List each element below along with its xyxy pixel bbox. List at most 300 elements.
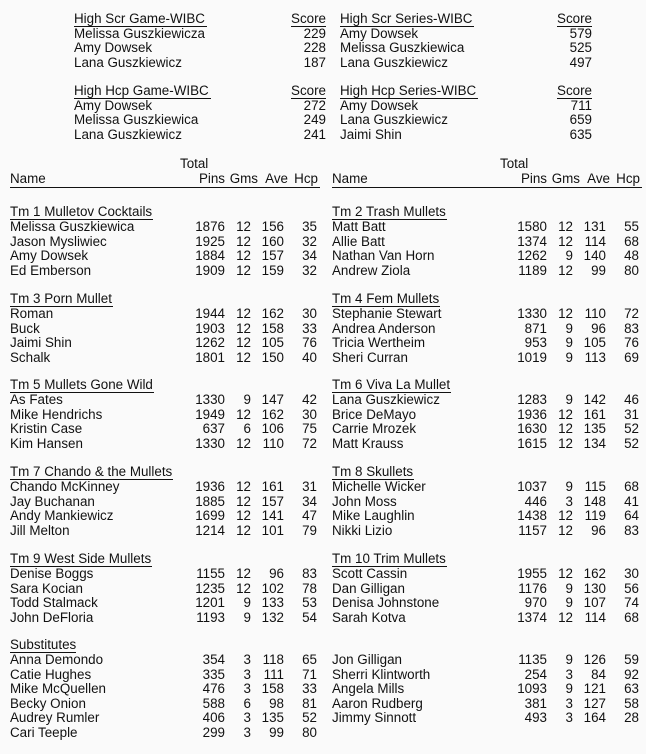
average: 162	[261, 406, 284, 422]
bowler-row	[10, 524, 320, 539]
games: 3	[565, 710, 573, 725]
bowler-name: Andrea Anderson	[332, 320, 436, 336]
total-pins: 335	[202, 666, 225, 682]
bowler-name: Lana Guszkiewicz	[332, 392, 440, 407]
handicap: 40	[302, 349, 317, 365]
bowler-row	[10, 596, 320, 611]
bowler-name: Amy Dowsek	[340, 98, 419, 113]
team-title: Tm 2 Trash Mullets	[332, 204, 446, 219]
total-pins: 1884	[195, 248, 225, 263]
games: 12	[558, 421, 573, 436]
games: 3	[565, 666, 573, 682]
bowler-name: Denise Boggs	[10, 566, 94, 581]
team-block-7	[10, 465, 320, 538]
team-block-1	[10, 205, 320, 278]
score-value: 525	[569, 40, 592, 56]
average: 110	[262, 435, 284, 451]
bowler-name: Ed Emberson	[10, 262, 92, 278]
score-value: 241	[303, 126, 326, 142]
average: 118	[262, 652, 284, 667]
bowler-row	[10, 567, 320, 582]
bowler-name: Dan Gilligan	[332, 580, 405, 596]
handicap: 64	[624, 508, 639, 523]
average: 96	[591, 320, 606, 336]
total-pins: 354	[202, 652, 225, 667]
handicap: 52	[624, 421, 639, 436]
bowler-name: Lana Guszkiewicz	[340, 54, 448, 70]
handicap: 35	[302, 219, 317, 234]
score-value: 497	[569, 54, 592, 70]
total-pins: 1580	[517, 219, 547, 234]
bowler-row	[10, 422, 320, 437]
games: 12	[236, 479, 251, 494]
bowler-name: Amy Dowsek	[74, 40, 153, 56]
bowler-name: Angela Mills	[332, 681, 405, 696]
bowler-name: Kristin Case	[10, 421, 83, 436]
substitutes-right	[332, 653, 642, 726]
average: 84	[591, 666, 606, 682]
average: 96	[269, 566, 284, 581]
team-block-6	[332, 378, 642, 451]
team-title: Tm 9 West Side Mullets	[10, 551, 152, 566]
handicap: 79	[302, 522, 317, 538]
column-header-right	[332, 157, 642, 188]
games: 12	[558, 435, 573, 451]
bowler-row	[332, 682, 642, 697]
bowler-name: Roman	[10, 306, 54, 321]
bowler-row	[332, 697, 642, 712]
average: 161	[583, 406, 606, 422]
total-pins: 1262	[517, 248, 547, 263]
average: 131	[583, 219, 606, 234]
total-pins: 1438	[517, 508, 547, 523]
high-list-hcp-game	[74, 84, 326, 142]
bowler-name: Stephanie Stewart	[332, 306, 442, 321]
handicap: 52	[624, 435, 639, 451]
total-pins: 637	[202, 421, 225, 436]
games: 12	[236, 219, 251, 234]
games: 3	[243, 681, 251, 696]
games: 9	[565, 335, 573, 350]
bowler-row	[10, 668, 320, 683]
handicap: 47	[302, 508, 317, 523]
bowler-name: Melissa Guszkiewica	[340, 40, 465, 56]
games: 9	[565, 580, 573, 596]
total-pins: 1374	[517, 609, 547, 625]
handicap: 92	[624, 666, 639, 682]
bowler-row	[332, 668, 642, 683]
team-title: Tm 3 Porn Mullet	[10, 291, 112, 306]
average: 162	[261, 306, 284, 321]
average: 110	[584, 306, 606, 321]
games: 6	[243, 695, 251, 711]
bowler-row	[10, 509, 320, 524]
high-list-title: High Hcp Game-WIBC	[74, 83, 209, 98]
games: 12	[236, 566, 251, 581]
bowler-name: Mike McQuellen	[10, 681, 106, 696]
bowler-name: Lana Guszkiewicz	[74, 126, 182, 142]
bowler-name: As Fates	[10, 392, 63, 407]
handicap: 42	[302, 392, 317, 407]
games: 12	[236, 306, 251, 321]
handicap: 30	[302, 406, 317, 422]
handicap: 34	[302, 248, 317, 263]
bowler-name: Denisa Johnstone	[332, 595, 440, 610]
col-name: Name	[10, 171, 46, 186]
bowler-row	[10, 726, 320, 741]
high-list-row	[340, 113, 592, 127]
high-list-row	[340, 56, 592, 70]
games: 9	[565, 652, 573, 667]
bowler-name: Andrew Ziola	[332, 262, 411, 278]
column-header-left	[10, 157, 320, 188]
average: 158	[261, 681, 284, 696]
high-list-row	[74, 41, 326, 55]
handicap: 30	[624, 566, 639, 581]
team-title: Tm 7 Chando & the Mullets	[10, 464, 173, 479]
games: 6	[243, 421, 251, 436]
games: 12	[236, 320, 251, 336]
handicap: 33	[302, 681, 317, 696]
games: 12	[558, 508, 573, 523]
average: 115	[584, 479, 606, 494]
bowler-name: Becky Onion	[10, 695, 86, 711]
bowler-row	[10, 682, 320, 697]
bowler-row	[332, 611, 642, 626]
total-pins: 1330	[195, 392, 225, 407]
average: 114	[584, 609, 606, 625]
bowler-name: Allie Batt	[332, 233, 385, 249]
average: 113	[584, 349, 606, 365]
bowler-row	[10, 322, 320, 337]
handicap: 69	[624, 349, 639, 365]
total-pins: 1949	[195, 406, 225, 422]
handicap: 63	[624, 681, 639, 696]
games: 12	[236, 522, 251, 538]
high-list-scr-series	[340, 12, 592, 70]
bowler-name: Matt Krauss	[332, 435, 404, 451]
bowler-name: Jon Gilligan	[332, 652, 402, 667]
handicap: 72	[302, 435, 317, 451]
bowler-name: Jason Mysliwiec	[10, 233, 107, 249]
bowler-name: Lana Guszkiewicz	[74, 54, 182, 70]
total-pins: 406	[202, 710, 225, 725]
handicap: 58	[624, 695, 639, 711]
bowler-row	[10, 336, 320, 351]
bowler-name: Nathan Van Horn	[332, 248, 435, 263]
games: 9	[565, 595, 573, 610]
total-pins: 1283	[517, 392, 547, 407]
bowler-name: Amy Dowsek	[340, 26, 419, 41]
total-pins: 970	[524, 595, 547, 610]
total-pins: 1330	[195, 435, 225, 451]
handicap: 76	[624, 335, 639, 350]
handicap: 78	[302, 580, 317, 596]
col-pins: Pins	[520, 171, 547, 186]
total-pins: 254	[524, 666, 547, 682]
handicap: 52	[302, 710, 317, 725]
bowler-row	[332, 495, 642, 510]
games: 12	[236, 580, 251, 596]
bowler-name: Mike Laughlin	[332, 508, 415, 523]
bowler-row	[10, 220, 320, 235]
handicap: 32	[302, 233, 317, 249]
average: 127	[583, 695, 606, 711]
bowler-row	[10, 351, 320, 366]
handicap: 56	[624, 580, 639, 596]
handicap: 76	[302, 335, 317, 350]
bowler-name: Audrey Rumler	[10, 710, 100, 725]
bowler-row	[332, 264, 642, 279]
average: 141	[261, 508, 284, 523]
average: 159	[261, 262, 284, 278]
handicap: 33	[302, 320, 317, 336]
col-pins: Pins	[198, 171, 225, 186]
total-pins: 1630	[517, 421, 547, 436]
col-hcp: Hcp	[616, 171, 640, 186]
handicap: 68	[624, 609, 639, 625]
bowler-name: Tricia Wertheim	[332, 335, 426, 350]
handicap: 28	[624, 710, 639, 725]
substitutes-title: Substitutes	[10, 637, 77, 652]
games: 12	[558, 522, 573, 538]
average: 130	[583, 580, 606, 596]
bowler-name: Sara Kocian	[10, 580, 83, 596]
bowler-name: Brice DeMayo	[332, 406, 417, 422]
team-title: Tm 5 Mullets Gone Wild	[10, 377, 153, 392]
score-value: 711	[570, 98, 592, 113]
bowler-name: Mike Hendrichs	[10, 406, 103, 422]
bowler-name: Carrie Mrozek	[332, 421, 417, 436]
team-block-2	[332, 205, 642, 278]
total-pins: 953	[524, 335, 547, 350]
total-pins: 1876	[195, 219, 225, 234]
average: 158	[261, 320, 284, 336]
handicap: 59	[624, 652, 639, 667]
games: 9	[565, 349, 573, 365]
average: 157	[261, 248, 284, 263]
bowler-name: Amy Dowsek	[74, 98, 153, 113]
bowler-row	[332, 249, 642, 264]
bowler-name: Jay Buchanan	[10, 493, 95, 509]
bowler-row	[332, 408, 642, 423]
average: 96	[591, 522, 606, 538]
total-pins: 1909	[195, 262, 225, 278]
games: 12	[558, 566, 573, 581]
total-pins: 1157	[518, 522, 547, 538]
games: 3	[565, 695, 573, 711]
games: 9	[565, 479, 573, 494]
games: 12	[558, 306, 573, 321]
team-block-10	[332, 552, 642, 625]
bowler-name: Michelle Wicker	[332, 479, 426, 494]
total-pins: 1189	[518, 262, 547, 278]
average: 101	[261, 522, 284, 538]
bowler-row	[10, 697, 320, 712]
games: 12	[558, 219, 573, 234]
high-list-row	[74, 56, 326, 70]
score-value: 249	[303, 112, 326, 128]
bowler-name: John DeFloria	[10, 609, 94, 625]
total-pins: 1176	[518, 580, 547, 596]
bowler-row	[10, 611, 320, 626]
handicap: 30	[302, 306, 317, 321]
handicap: 54	[302, 609, 317, 625]
average: 99	[269, 724, 284, 740]
high-list-row	[340, 99, 592, 113]
average: 121	[583, 681, 606, 696]
col-total: Total	[180, 156, 209, 171]
total-pins: 1936	[195, 479, 225, 494]
handicap: 68	[624, 479, 639, 494]
average: 162	[583, 566, 606, 581]
games: 9	[565, 681, 573, 696]
high-list-scr-game	[74, 12, 326, 70]
bowler-name: Sheri Curran	[332, 349, 408, 365]
average: 114	[584, 233, 606, 249]
bowler-name: Cari Teeple	[10, 724, 78, 740]
games: 12	[236, 435, 251, 451]
average: 106	[261, 421, 284, 436]
handicap: 31	[624, 406, 639, 422]
high-list-hcp-series	[340, 84, 592, 142]
high-list-title: High Scr Series-WIBC	[340, 11, 473, 26]
team-block-9	[10, 552, 320, 625]
games: 12	[236, 335, 251, 350]
handicap: 31	[302, 479, 317, 494]
team-block-5	[10, 378, 320, 451]
bowler-row	[10, 582, 320, 597]
total-pins: 1615	[517, 435, 547, 451]
games: 9	[565, 320, 573, 336]
average: 161	[261, 479, 284, 494]
high-list-row	[74, 128, 326, 142]
score-value: 272	[303, 98, 326, 113]
games: 9	[243, 609, 251, 625]
bowler-row	[10, 249, 320, 264]
bowler-name: Jaimi Shin	[340, 126, 402, 142]
total-pins: 1037	[517, 479, 547, 494]
col-ave: Ave	[265, 171, 288, 186]
average: 102	[261, 580, 284, 596]
team-title: Tm 6 Viva La Mullet	[332, 377, 451, 392]
high-list-row	[74, 99, 326, 113]
team-title: Tm 8 Skullets	[332, 464, 414, 479]
bowler-name: Anna Demondo	[10, 652, 104, 667]
bowler-name: Sherri Klintworth	[332, 666, 431, 682]
average: 135	[583, 421, 606, 436]
total-pins: 1885	[195, 493, 225, 509]
bowler-name: Kim Hansen	[10, 435, 83, 451]
games: 12	[236, 248, 251, 263]
bowler-row	[332, 524, 642, 539]
handicap: 41	[624, 493, 639, 509]
total-pins: 1330	[517, 306, 547, 321]
handicap: 53	[302, 595, 317, 610]
average: 126	[583, 652, 606, 667]
games: 9	[565, 392, 573, 407]
handicap: 68	[624, 233, 639, 249]
average: 135	[261, 710, 284, 725]
average: 160	[261, 233, 284, 249]
games: 12	[236, 508, 251, 523]
games: 12	[236, 233, 251, 249]
total-pins: 1262	[195, 335, 225, 350]
games: 3	[565, 493, 573, 509]
bowler-name: Scott Cassin	[332, 566, 408, 581]
total-pins: 1214	[195, 522, 225, 538]
high-list-row	[74, 27, 326, 41]
bowler-row	[332, 393, 642, 408]
bowler-row	[10, 264, 320, 279]
total-pins: 1801	[195, 349, 225, 365]
bowler-row	[332, 582, 642, 597]
col-name: Name	[332, 171, 368, 186]
handicap: 83	[624, 522, 639, 538]
high-list-row	[340, 41, 592, 55]
bowler-row	[10, 393, 320, 408]
average: 140	[583, 248, 606, 263]
high-list-row	[74, 113, 326, 127]
average: 157	[261, 493, 284, 509]
col-total: Total	[500, 156, 529, 171]
games: 3	[243, 652, 251, 667]
total-pins: 1201	[195, 595, 225, 610]
high-list-score-header: Score	[291, 83, 326, 98]
bowler-name: Matt Batt	[332, 219, 386, 234]
bowler-row	[332, 567, 642, 582]
bowler-row	[332, 351, 642, 366]
col-ave: Ave	[587, 171, 610, 186]
score-value: 659	[569, 112, 592, 128]
bowler-name: Sarah Kotva	[332, 609, 406, 625]
bowler-row	[332, 596, 642, 611]
team-title: Tm 10 Trim Mullets	[332, 551, 446, 566]
total-pins: 1235	[195, 580, 225, 596]
high-list-row	[340, 27, 592, 41]
handicap: 71	[302, 666, 317, 682]
games: 12	[236, 262, 251, 278]
bowler-name: Melissa Guszkiewicza	[74, 26, 205, 41]
col-gms: Gms	[551, 171, 580, 186]
total-pins: 1155	[196, 566, 225, 581]
games: 3	[243, 666, 251, 682]
games: 12	[558, 609, 573, 625]
bowler-row	[332, 509, 642, 524]
bowler-name: Schalk	[10, 349, 51, 365]
handicap: 80	[302, 724, 317, 740]
total-pins: 476	[202, 681, 225, 696]
average: 156	[261, 219, 284, 234]
handicap: 34	[302, 493, 317, 509]
average: 105	[261, 335, 284, 350]
substitutes-left	[10, 653, 320, 740]
handicap: 72	[624, 306, 639, 321]
score-value: 635	[569, 126, 592, 142]
average: 133	[261, 595, 284, 610]
bowler-row	[332, 322, 642, 337]
total-pins: 1135	[518, 652, 547, 667]
total-pins: 1699	[195, 508, 225, 523]
high-list-title: High Scr Game-WIBC	[74, 11, 205, 26]
high-list-score-header: Score	[291, 11, 326, 26]
average: 105	[583, 335, 606, 350]
bowler-row	[10, 235, 320, 250]
score-value: 229	[303, 26, 326, 41]
bowler-row	[332, 480, 642, 495]
bowler-name: Melissa Guszkiewica	[74, 112, 199, 128]
team-block-8	[332, 465, 642, 538]
